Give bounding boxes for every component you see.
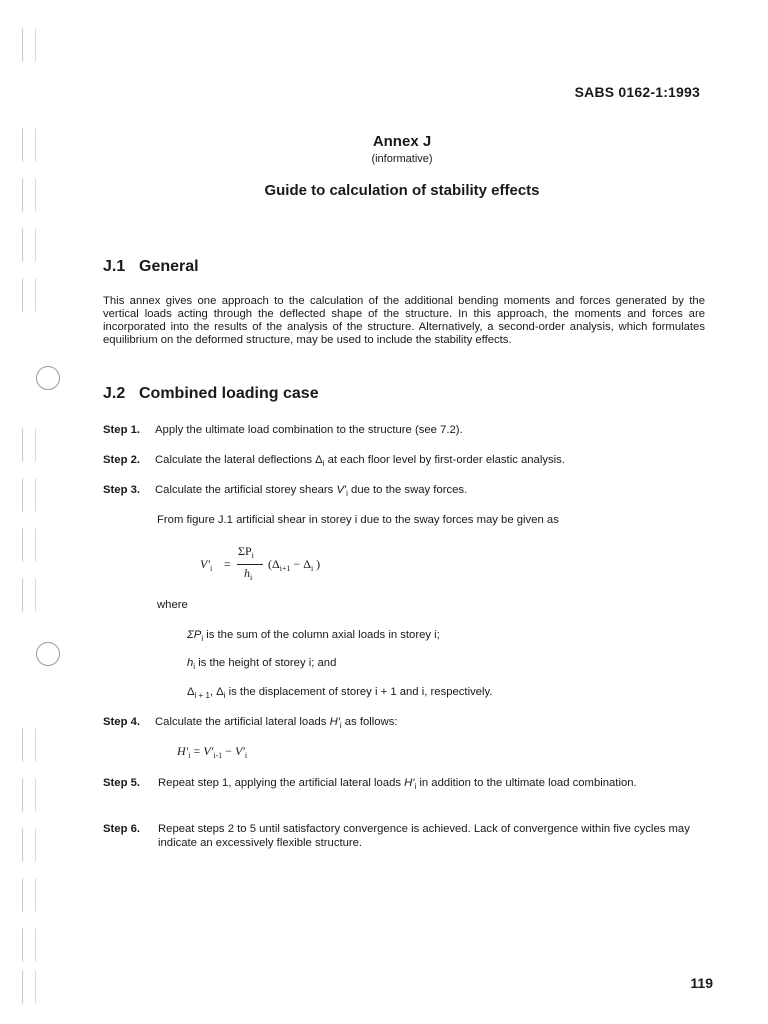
- page-number: 119: [690, 975, 713, 991]
- binder-mark: [22, 878, 36, 912]
- step-text: Calculate the lateral deflections: [155, 454, 316, 466]
- def-symbol: Δ: [187, 686, 195, 698]
- eq-minus: −: [225, 744, 232, 758]
- fraction-bar: [237, 564, 263, 565]
- step-label: Step 2.: [103, 454, 141, 466]
- binder-mark: [22, 528, 36, 562]
- symbol: H′: [404, 777, 415, 789]
- step-text: Calculate the artificial lateral loads: [155, 716, 330, 728]
- general-paragraph: This annex gives one approach to the calculation of the additional bending moments and forces generated by the vertical loads acting through the deflected shape of the structure. In this approach, the moments and forces are incorporated into the results of the analysis of the structure. Alternatively, a second-order analysis, which formulates equilibrium on the deformed structure, may be used to include the stability effects.: [103, 295, 705, 346]
- standard-reference: SABS 0162-1:1993: [574, 84, 700, 100]
- step-5: [103, 776, 713, 794]
- eq-term: V′: [234, 744, 245, 758]
- step-3: [103, 483, 467, 501]
- symbol-subscript: i: [346, 489, 348, 498]
- step-1: [103, 423, 463, 437]
- binder-mark: [22, 28, 36, 62]
- eq-denominator: $h_i$: [244, 566, 253, 582]
- symbol-subscript: i: [322, 459, 325, 468]
- binder-mark: [22, 278, 36, 312]
- eq-equals: =: [193, 744, 201, 758]
- section-number: J.2: [103, 385, 126, 402]
- symbol: Δ: [315, 454, 323, 466]
- eq-lhs-sub: i: [209, 564, 213, 573]
- binder-mark: [22, 478, 36, 512]
- symbol: V′: [336, 484, 347, 496]
- symbol: H′: [329, 716, 340, 728]
- eq-equals: =: [224, 557, 231, 571]
- binder-mark: [22, 928, 36, 962]
- definition-displacement: $\Delta_{i + 1}$, $\Delta_i$ is the displacement of storey i + 1 and i, respectively.: [187, 686, 493, 700]
- binder-mark: [22, 970, 36, 1004]
- def-symbol: ΣP: [187, 629, 202, 641]
- punch-hole: [36, 642, 60, 666]
- step-label: Step 5.: [103, 777, 141, 789]
- load-equation: $H'_i = V'_{i-1} - V'_i$: [177, 744, 248, 760]
- section-number: J.1: [103, 258, 126, 275]
- binder-mark: [22, 428, 36, 462]
- eq-parenthetical: ($\Delta_{i+1} - \Delta_i$ ): [268, 557, 321, 573]
- document-heading: Guide to calculation of stability effects: [264, 182, 540, 199]
- binder-mark: [22, 778, 36, 812]
- step-label: Step 4.: [103, 716, 141, 728]
- step-text: Apply the ultimate load combination to the structure (see 7.2).: [155, 424, 463, 436]
- def-symbol: h: [187, 657, 194, 669]
- step-label: Step 3.: [103, 484, 141, 496]
- eq-term: V′: [203, 744, 214, 758]
- step-label: Step 1.: [103, 424, 141, 436]
- definition-height: $h_i$ is the height of storey i; and: [187, 657, 337, 671]
- eq-numerator: $\Sigma P_i$: [238, 544, 254, 560]
- binder-mark: [22, 828, 36, 862]
- section-title: General: [139, 258, 199, 275]
- step-text: at each floor level by first-order elastic analysis.: [324, 454, 565, 466]
- where-label: where: [157, 599, 188, 611]
- section-heading-j2: [103, 385, 319, 403]
- binder-mark: [22, 728, 36, 762]
- step-2: [103, 453, 565, 471]
- step-label: Step 6.: [103, 823, 141, 835]
- shear-equation: [200, 544, 380, 590]
- step-3-intro: From figure J.1 artificial shear in storey i due to the sway forces may be given as: [157, 514, 559, 526]
- eq-lhs: V′: [200, 557, 210, 571]
- step-6: [103, 822, 713, 850]
- step-text: as follows:: [341, 716, 398, 728]
- binder-mark: [22, 228, 36, 262]
- step-4: [103, 715, 398, 733]
- annex-title: Annex J: [372, 133, 432, 150]
- section-title: Combined loading case: [139, 385, 319, 402]
- annex-subtitle: (informative): [371, 153, 433, 165]
- step-text: due to the sway forces.: [347, 484, 468, 496]
- step-text: Repeat steps 2 to 5 until satisfactory convergence is achieved. Lack of convergence within five cycles may indicate an excessively flexible structure.: [158, 823, 690, 849]
- definition-sum-loads: $\Sigma P_i$ is the sum of the column axial loads in storey i;: [187, 629, 440, 643]
- step-text: Repeat step 1, applying the artificial lateral loads $H'_i$ in addition to the ultimate load combination.: [158, 777, 637, 791]
- eq-lhs: H′: [177, 744, 189, 758]
- binder-mark: [22, 578, 36, 612]
- punch-hole: [36, 366, 60, 390]
- section-heading-j1: [103, 258, 199, 276]
- step-text: Calculate the artificial storey shears: [155, 484, 337, 496]
- symbol-subscript: i: [339, 721, 342, 730]
